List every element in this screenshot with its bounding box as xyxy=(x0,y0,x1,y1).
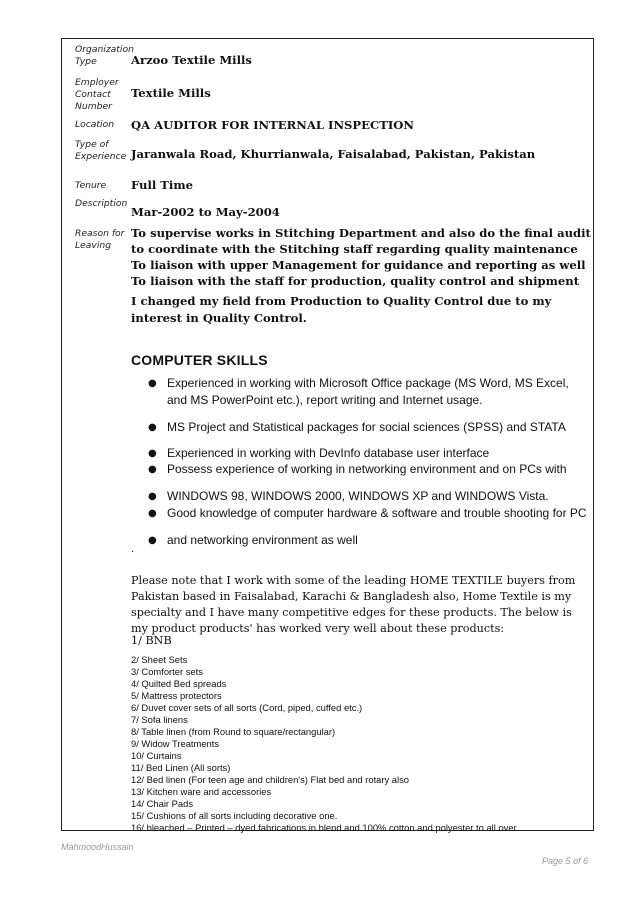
label-location: Location xyxy=(75,119,115,130)
product-item: 10/ Curtains xyxy=(131,750,182,761)
label-tenure: Tenure xyxy=(75,180,107,191)
label-organization-type: Organization Type xyxy=(75,44,134,67)
product-item: 7/ Sofa linens xyxy=(131,714,188,725)
product-item: 12/ Bed linen (For teen age and children's) Flat bed and rotary also xyxy=(131,774,409,785)
skill-item: and networking environment as well xyxy=(167,533,358,547)
bullet-icon: ● xyxy=(148,491,157,502)
value-reason-for-leaving: To supervise works in Stitching Department and also do the final audit xyxy=(131,226,591,240)
label-employer-contact-number: Employer Contact Number xyxy=(75,77,119,112)
computer-skills-heading: COMPUTER SKILLS xyxy=(131,352,268,368)
product-item: 16/ bleached – Printed – dyed fabrications in blend and 100% cotton and polyester to all over xyxy=(131,822,517,833)
footer-page-number: Page 5 of 6 xyxy=(541,856,588,866)
skill-item: Experienced in working with DevInfo database user interface xyxy=(167,446,490,460)
product-item: 3/ Comforter sets xyxy=(131,666,203,677)
bullet-icon: ● xyxy=(148,448,157,459)
bullet-icon: ● xyxy=(148,422,157,433)
value-description: Mar-2002 to May-2004 xyxy=(131,205,280,219)
product-item: 13/ Kitchen ware and accessories xyxy=(131,786,272,797)
product-item: 4/ Quilted Bed spreads xyxy=(131,678,227,689)
product-item: 11/ Bed Linen (All sorts) xyxy=(131,762,231,773)
skill-item: Possess experience of working in networking environment and on PCs with xyxy=(167,462,567,476)
bullet-icon: ● xyxy=(148,508,157,519)
label-type-of-experience: Type of Experience xyxy=(75,139,127,162)
field-change-note: I changed my field from Production to Quality Control due to my interest in Quality Control. xyxy=(131,294,552,325)
value-location: QA AUDITOR FOR INTERNAL INSPECTION xyxy=(131,118,414,132)
skill-item: Good knowledge of computer hardware & software and trouble shooting for PC xyxy=(167,506,587,520)
footer-author-name: MahmoodHussain xyxy=(61,842,134,852)
bullet-icon: ● xyxy=(148,378,157,389)
product-item: 15/ Cushions of all sorts including decorative one. xyxy=(131,810,338,821)
value-organization-type: Arzoo Textile Mills xyxy=(131,53,252,67)
skill-item: WINDOWS 98, WINDOWS 2000, WINDOWS XP and WINDOWS Vista. xyxy=(167,489,549,503)
duty-line: To liaison with the staff for production, quality control and shipment xyxy=(131,274,580,288)
product-item: 5/ Mattress protectors xyxy=(131,690,222,701)
value-type-of-experience: Jaranwala Road, Khurrianwala, Faisalabad, Pakistan, Pakistan xyxy=(131,147,536,161)
bullet-icon: ● xyxy=(148,464,157,475)
label-description: Description xyxy=(75,198,128,209)
duty-line: To liaison with upper Management for guidance and reporting as well xyxy=(131,258,586,272)
product-item-first: 1/ BNB xyxy=(131,634,172,647)
label-reason-for-leaving: Reason for Leaving xyxy=(75,228,125,251)
stray-period: . xyxy=(131,543,135,555)
product-item: 6/ Duvet cover sets of all sorts (Cord, piped, cuffed etc.) xyxy=(131,702,363,713)
duty-line: to coordinate with the Stitching staff regarding quality maintenance xyxy=(131,242,578,256)
skill-item: MS Project and Statistical packages for social sciences (SPSS) and STATA xyxy=(167,420,566,434)
product-item: 9/ Widow Treatments xyxy=(131,738,220,749)
bullet-icon: ● xyxy=(148,535,157,546)
product-item: 2/ Sheet Sets xyxy=(131,654,188,665)
product-item: 8/ Table linen (from Round to square/rectangular) xyxy=(131,726,336,737)
home-textile-note: Please note that I work with some of the leading HOME TEXTILE buyers from Pakistan based in Faisalabad, Karachi & Bangladesh also, Home Textile is my specialty and I have many competitive edges for these products. The below is my product products' has worked very well about these products: xyxy=(131,574,576,635)
product-item: 14/ Chair Pads xyxy=(131,798,194,809)
value-employer-contact-number: Textile Mills xyxy=(131,86,211,100)
skill-item: Experienced in working with Microsoft Office package (MS Word, MS Excel, and MS PowerPoint etc.), report writing and Internet usage. xyxy=(167,376,569,407)
value-tenure: Full Time xyxy=(131,178,193,192)
